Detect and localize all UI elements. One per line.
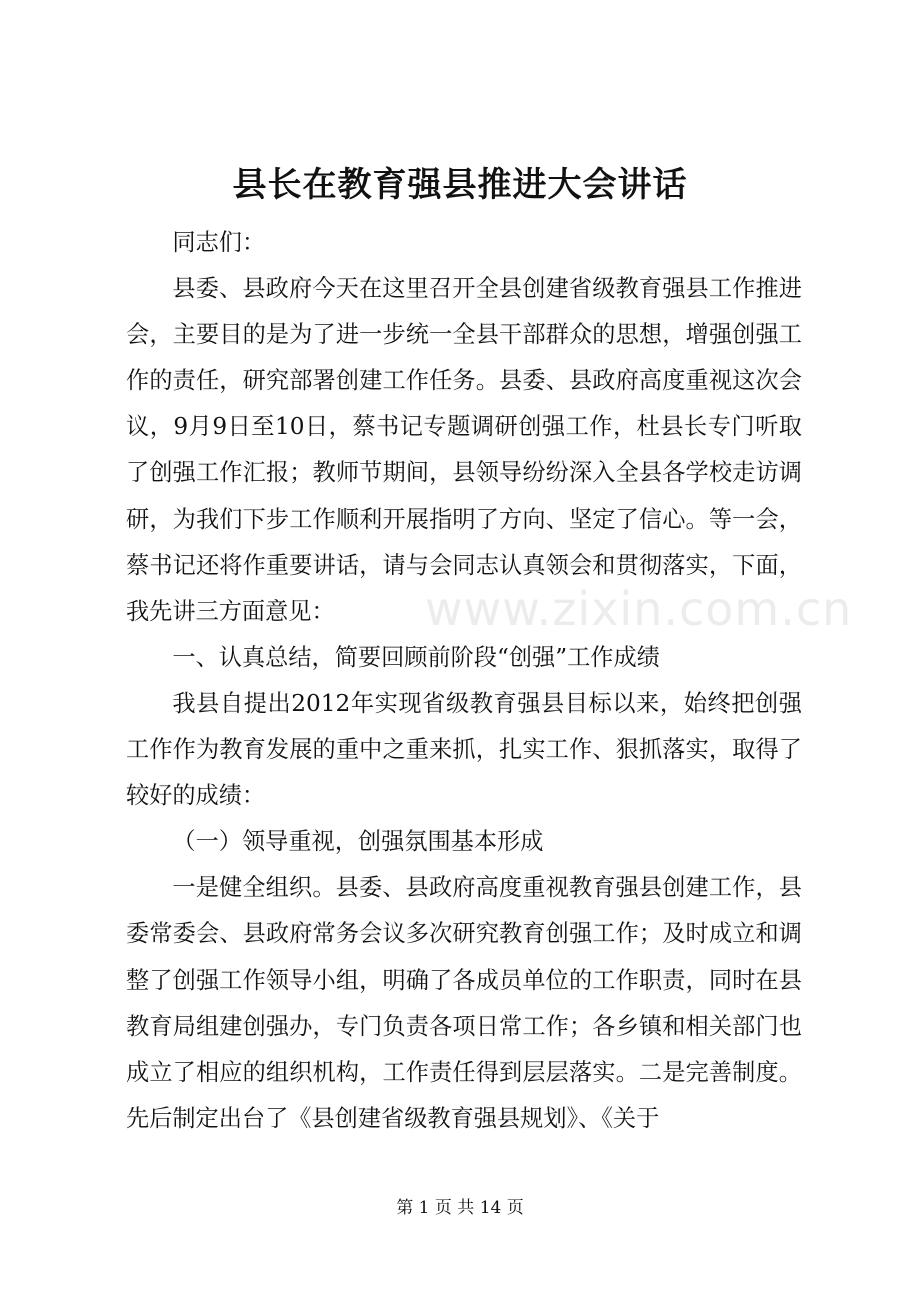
paragraph-organization: 一是健全组织。县委、县政府高度重视教育强县创建工作，县委常委会、县政府常务会议多次研究教育创强工作；及时成立和调整了创强工作领导小组，明确了各成员单位的工作职责，同时在县教育局组建创强办，专门负责各项日常工作；各乡镇和相关部门也成立了相应的组织机构，工作责任得到层层落实。二是完善制度。先后制定出台了《县创建省级教育强县规划》、《关于 <box>126 874 802 1132</box>
document-title: 县长在教育强县推进大会讲话 <box>232 165 688 205</box>
document-body <box>126 220 802 1142</box>
salutation: 同志们： <box>172 229 266 256</box>
paragraph-intro: 县委、县政府今天在这里召开全县创建省级教育强县工作推进会，主要目的是为了进一步统一全县干部群众的思想，增强创强工作的责任，研究部署创建工作任务。县委、县政府高度重视这次会议，9月9日至10日，蔡书记专题调研创强工作，杜县长专门听取了创强工作汇报；教师节期间，县领导纷纷深入全县各学校走访调研，为我们下步工作顺利开展指明了方向、坚定了信心。等一会，蔡书记还将作重要讲话，请与会同志认真领会和贯彻落实，下面，我先讲三方面意见： <box>126 275 802 625</box>
watermark: www.zixin.com.cn <box>425 582 853 636</box>
subsection-heading-1: （一）领导重视，创强氛围基本形成 <box>172 828 544 856</box>
page-footer: 第 1 页 共 14 页 <box>396 1198 524 1218</box>
paragraph-achievements: 我县自提出2012年实现省级教育强县目标以来，始终把创强工作作为教育发展的重中之重来抓，扎实工作、狠抓落实，取得了较好的成绩： <box>126 689 802 810</box>
section-heading-1: 一、认真总结，简要回顾前阶段“创强”工作成绩 <box>172 643 660 671</box>
